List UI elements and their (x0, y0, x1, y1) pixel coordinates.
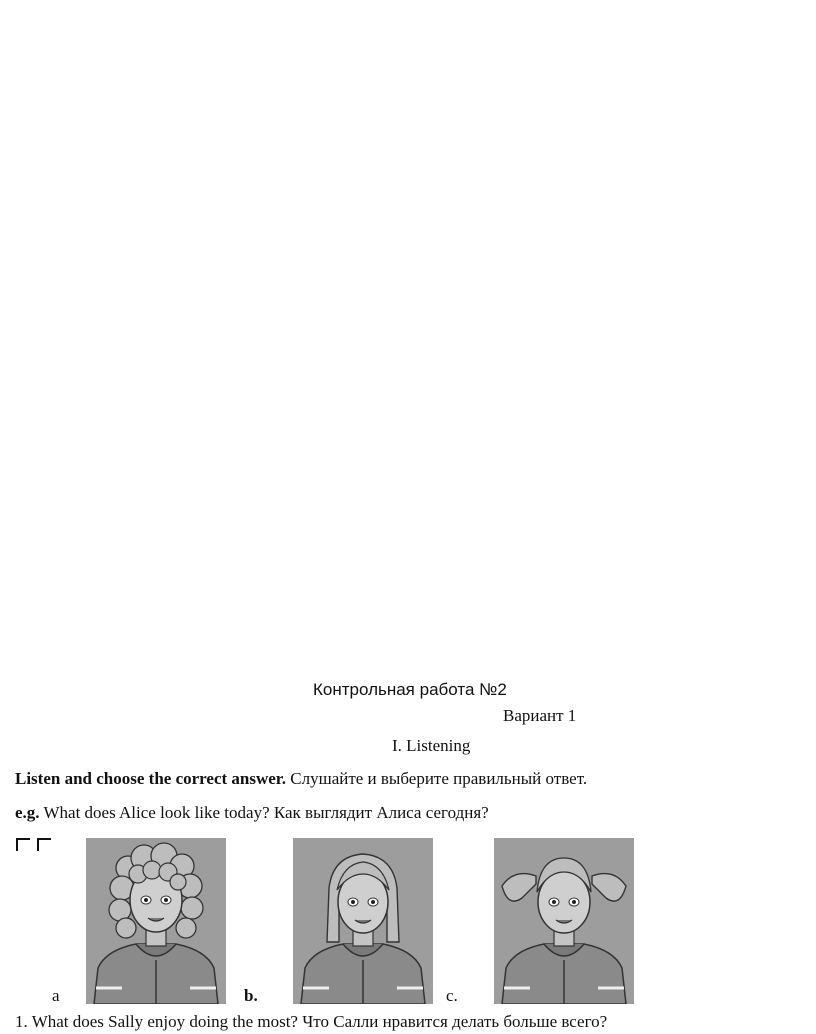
option-b-label-text: b. (244, 986, 258, 1005)
example-prefix: e.g. (15, 803, 40, 822)
variant-label: Вариант 1 (503, 706, 577, 725)
answer-box-marks (16, 838, 56, 857)
instruction-text: Слушайте и выберите правильный ответ. (286, 769, 588, 788)
example-question (15, 803, 489, 823)
option-a-picture (86, 838, 226, 1004)
instruction-bold: Listen and choose the correct answer. (15, 769, 287, 788)
option-c-picture (494, 838, 634, 1004)
instruction (15, 769, 587, 789)
section-heading: I. Listening (392, 736, 471, 755)
option-b-picture (293, 838, 433, 1004)
option-a-label: a (52, 986, 60, 1005)
option-b-label (244, 986, 258, 1006)
option-c-label: c. (446, 986, 458, 1005)
example-text: What does Alice look like today? Как выглядит Алиса сегодня? (39, 803, 489, 822)
page-title: Контрольная работа №2 (313, 680, 507, 699)
question-1: 1. What does Sally enjoy doing the most? Что Салли нравится делать больше всего? (15, 1012, 608, 1031)
